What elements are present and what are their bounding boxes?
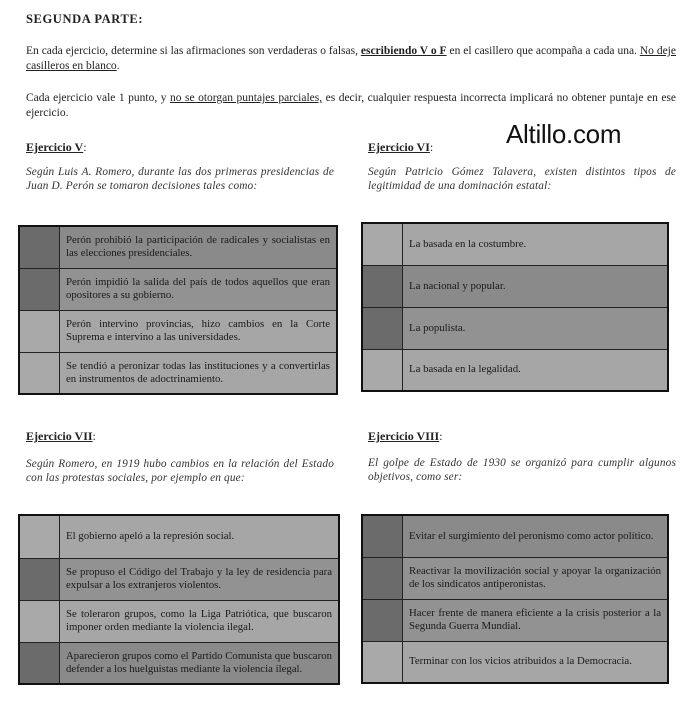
statement: Se toleraron grupos, como la Liga Patriótica, que buscaron imponer orden mediante la violencia ilegal.: [60, 600, 340, 642]
answer-box[interactable]: [19, 515, 60, 558]
instr2-underlined: no se otorgan puntajes parciales,: [170, 92, 323, 104]
exercise-7-intro: Según Romero, en 1919 hubo cambios en la relación del Estado con las protestas sociales, por ejemplo en que:: [26, 458, 334, 484]
statement: Terminar con los vicios atribuidos a la Democracia.: [403, 641, 669, 683]
exercise-7-table: [18, 514, 340, 685]
answer-box[interactable]: [362, 307, 403, 349]
statement: La basada en la legalidad.: [403, 349, 669, 391]
answer-box[interactable]: [362, 223, 403, 265]
answer-box[interactable]: [362, 557, 403, 599]
exercise-6-title-text: Ejercicio VI: [368, 140, 430, 154]
answer-box[interactable]: [362, 265, 403, 307]
answer-box[interactable]: [19, 642, 60, 684]
statement: Se tendió a peronizar todas las instituciones y a convertirlas en instrumentos de adoctrinamiento.: [60, 352, 338, 394]
exercise-7-title-text: Ejercicio VII: [26, 429, 93, 443]
answer-box[interactable]: [19, 268, 60, 310]
answer-box[interactable]: [362, 349, 403, 391]
exercise-6-table: [361, 222, 669, 392]
statement: Perón prohibió la participación de radicales y socialistas en las elecciones presidenciales.: [60, 226, 338, 268]
statement: Hacer frente de manera eficiente a la crisis posterior a la Segunda Guerra Mundial.: [403, 599, 669, 641]
answer-box[interactable]: [19, 310, 60, 352]
exercise-8-intro: El golpe de Estado de 1930 se organizó para cumplir algunos objetivos, como ser:: [368, 457, 676, 483]
watermark-logo: Altillo.com: [506, 119, 622, 149]
exercise-8-table: [361, 514, 669, 684]
instr1-underlined: No deje casilleros en blanco: [26, 45, 676, 72]
instr2-text-c: es decir, cualquier respuesta incorrecta implicará no obtener puntaje en ese ejercicio.: [26, 92, 677, 119]
answer-box[interactable]: [19, 558, 60, 600]
exercise-5-table: [18, 225, 338, 395]
instr1-text-a: En cada ejercicio, determine si las afirmaciones son verdaderas o falsas,: [26, 45, 361, 57]
section-heading: SEGUNDA PARTE:: [26, 12, 144, 26]
statement: Aparecieron grupos como el Partido Comunista que buscaron defender a los huelguistas mediante la violencia ilegal.: [60, 642, 340, 684]
exercise-5-intro: Según Luis A. Romero, durante las dos primeras presidencias de Juan D. Perón se tomaron decisiones tales como:: [26, 166, 334, 192]
exercise-5-title-text: Ejercicio V: [26, 140, 84, 154]
statement: Se propuso el Código del Trabajo y la ley de residencia para expulsar a los extranjeros violentos.: [60, 558, 340, 600]
exercise-5-title: Ejercicio V:: [26, 140, 87, 154]
answer-box[interactable]: [19, 600, 60, 642]
instr1-text-c: en el casillero que acompaña a cada una.: [446, 45, 640, 57]
answer-box[interactable]: [19, 352, 60, 394]
exercise-7-title: Ejercicio VII:: [26, 429, 96, 443]
exercise-8-title: Ejercicio VIII:: [368, 429, 443, 443]
exercise-6-intro: Según Patricio Gómez Talavera, existen distintos tipos de legitimidad de una dominación estatal:: [368, 166, 676, 192]
statement: Perón impidió la salida del país de todos aquellos que eran opositores a su gobierno.: [60, 268, 338, 310]
statement: El gobierno apeló a la represión social.: [60, 515, 340, 558]
instr2-text-a: Cada ejercicio vale 1 punto, y: [26, 92, 170, 104]
statement: La populista.: [403, 307, 669, 349]
answer-box[interactable]: [362, 599, 403, 641]
instr1-emphasis: escribiendo V o F: [360, 45, 447, 57]
statement: La nacional y popular.: [403, 265, 669, 307]
instructions-paragraph-1: [26, 44, 676, 74]
answer-box[interactable]: [19, 226, 60, 268]
instructions-paragraph-2: [26, 91, 676, 121]
answer-box[interactable]: [362, 641, 403, 683]
statement: Perón intervino provincias, hizo cambios en la Corte Suprema e intervino a las universidades.: [60, 310, 338, 352]
exercise-6-title: Ejercicio VI:: [368, 140, 434, 154]
statement: La basada en la costumbre.: [403, 223, 669, 265]
statement: Evitar el surgimiento del peronismo como actor político.: [403, 515, 669, 557]
instr1-text-e: .: [116, 60, 120, 72]
statement: Reactivar la movilización social y apoyar la organización de los sindicatos antiperonistas.: [403, 557, 669, 599]
answer-box[interactable]: [362, 515, 403, 557]
exercise-8-title-text: Ejercicio VIII: [368, 429, 440, 443]
